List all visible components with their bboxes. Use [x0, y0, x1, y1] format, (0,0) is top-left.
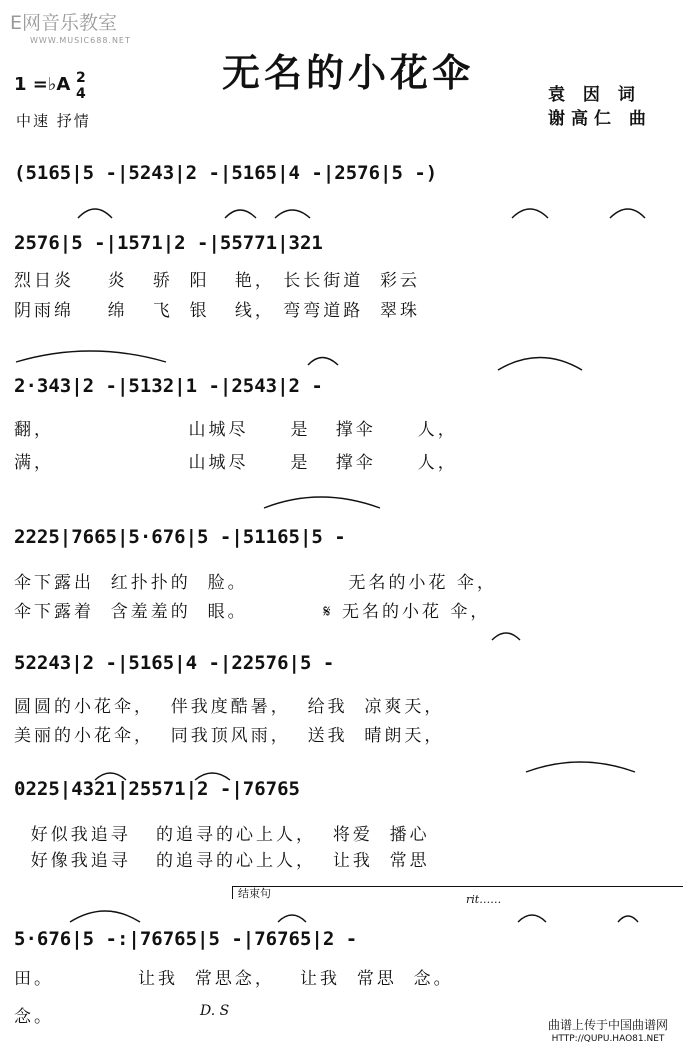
tempo-marking: 中速 抒情 [16, 112, 91, 130]
slur [95, 773, 126, 780]
slur [308, 358, 338, 366]
lyric-row-4-verse-1: 伞下露出 红扑扑的 脸。 无名的小花 伞， [14, 573, 497, 593]
slur [225, 210, 256, 218]
slur [16, 351, 166, 362]
meter-bottom: 4 [76, 86, 86, 102]
slur [275, 210, 310, 218]
notation-row-5: 52243|2 -|5165|4 -|22576|5 - [14, 652, 335, 674]
notation-row-6: 0225|4321|25571|2 -|76765 [14, 778, 300, 800]
lyric-row-4-verse-2: 伞下露着 含羞羞的 眼。 𝄋 无名的小花 伞， [14, 602, 491, 622]
ending-label: 结束句 [238, 887, 271, 900]
watermark-url: WWW.MUSIC688.NET [30, 36, 131, 45]
lyricist-credit: 袁 因 词 [548, 85, 641, 105]
lyric-row-2-verse-2: 阴雨绵 绵 飞 银 线， 弯弯道路 翠珠 [14, 301, 421, 321]
slur [264, 497, 380, 508]
slur [498, 358, 582, 371]
lyric-row-6-verse-1: 好似我追寻 的追寻的心上人， 将爱 播心 [14, 825, 430, 845]
footer-line-1: 曲谱上传于中国曲谱网 [548, 1018, 669, 1032]
composer-credit: 谢高仁 曲 [548, 109, 652, 129]
watermark-logo: E网音乐教室 [10, 12, 118, 34]
notation-row-2: 2576|5 -|1571|2 -|55771|321 [14, 232, 323, 254]
lyric-row-3-verse-1: 翻， 山城尽 是 撑伞 人， [14, 420, 458, 440]
notation-row-3: 2·343|2 -|5132|1 -|2543|2 - [14, 375, 323, 397]
lyric-row-5-verse-1: 圆圆的小花伞， 伴我度酷暑， 给我 凉爽天， [14, 697, 445, 717]
slur [195, 773, 230, 780]
slur [518, 915, 546, 922]
slur [70, 911, 140, 922]
notation-row-4: 2225|7665|5·676|5 -|51165|5 - [14, 526, 346, 548]
song-title: 无名的小花伞 [221, 50, 474, 95]
lyric-row-5-verse-2: 美丽的小花伞， 同我顶风雨， 送我 晴朗天， [14, 726, 445, 746]
notation-row-1: (5165|5 -|5243|2 -|5165|4 -|2576|5 -) [14, 162, 438, 184]
dal-segno-mark: D. S [200, 1003, 230, 1019]
lyric-row-2-verse-1: 烈日炎 炎 骄 阳 艳， 长长街道 彩云 [14, 271, 421, 291]
ritardando-mark: rit…… [466, 893, 502, 906]
slur [278, 915, 306, 922]
notation-row-7: 5·676|5 -:|76765|5 -|76765|2 - [14, 928, 358, 950]
slur [610, 209, 645, 218]
lyric-row-6-verse-2: 好像我追寻 的追寻的心上人， 让我 常思 [14, 851, 430, 871]
key-signature: 1 =♭A [14, 74, 71, 95]
slur [78, 209, 112, 218]
slur [526, 762, 635, 772]
lyric-row-3-verse-2: 满， 山城尽 是 撑伞 人， [14, 453, 458, 473]
fermata [618, 916, 638, 922]
slur [512, 209, 548, 218]
slur [492, 633, 520, 640]
lyric-row-7-verse-1: 田。 让我 常思念， 让我 常思 念。 [14, 969, 454, 989]
meter-top: 2 [76, 70, 86, 86]
footer-line-2: HTTP://QUPU.HAO81.NET [551, 1034, 665, 1044]
lyric-row-7-verse-2: 念。 [14, 1007, 54, 1027]
